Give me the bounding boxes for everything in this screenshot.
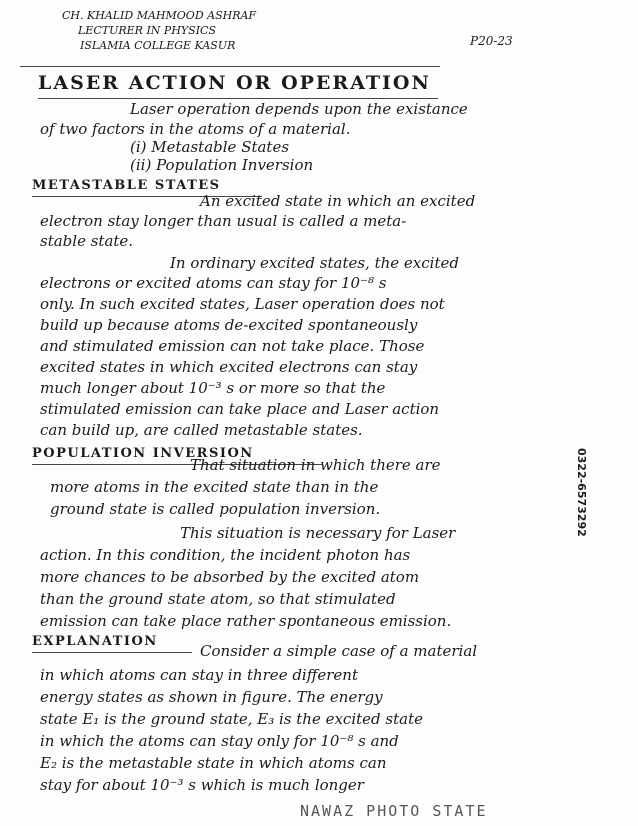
section-title-metastable: METASTABLE STATES: [32, 178, 221, 193]
section-title-explanation: EXPLANATION: [32, 634, 158, 649]
text-line: action. In this condition, the incident photon has: [40, 546, 411, 564]
header-author: CH. KHALID MAHMOOD ASHRAF: [62, 9, 257, 22]
list-item-population: (ii) Population Inversion: [130, 156, 314, 174]
header-role: LECTURER IN PHYSICS: [78, 24, 217, 37]
text-line: and stimulated emission can not take place. Those: [40, 337, 425, 355]
page-reference: P20-23: [470, 34, 513, 48]
text-line: An excited state in which an excited: [200, 192, 476, 210]
text-line: in which atoms can stay in three different: [40, 666, 358, 684]
header-college: ISLAMIA COLLEGE KASUR: [80, 39, 236, 52]
footer-stamp: NAWAZ PHOTO STATE: [300, 802, 488, 820]
text-line: Consider a simple case of a material: [200, 642, 478, 660]
text-line: more atoms in the excited state than in the: [50, 478, 379, 496]
phone-number: 0322-6573292: [575, 448, 588, 537]
text-line: of two factors in the atoms of a material.: [40, 120, 351, 138]
header-divider: [20, 66, 440, 67]
text-line: more chances to be absorbed by the excited atom: [40, 568, 420, 586]
section-title-laser-action: LASER ACTION OR OPERATION: [38, 72, 431, 94]
text-line: ground state is called population inversion.: [50, 500, 381, 518]
section-title-population-inversion: POPULATION INVERSION: [32, 446, 254, 461]
text-line: much longer about 10⁻³ s or more so that the: [40, 379, 386, 397]
side-margin-note: [570, 448, 618, 648]
text-line: That situation in which there are: [190, 456, 441, 474]
text-line: energy states as shown in figure. The energy: [40, 688, 383, 706]
text-line: stable state.: [40, 232, 134, 250]
text-line: electron stay longer than usual is called a meta-: [40, 212, 407, 230]
text-line: electrons or excited atoms can stay for 10⁻⁸ s: [40, 274, 387, 292]
section-title-underline: [38, 98, 438, 99]
text-line: build up because atoms de-excited spontaneously: [40, 316, 418, 334]
text-line: excited states in which excited electrons can stay: [40, 358, 418, 376]
section-title-underline: [32, 652, 192, 653]
text-line: emission can take place rather spontaneous emission.: [40, 612, 452, 630]
text-line: stimulated emission can take place and Laser action: [40, 400, 440, 418]
text-line: Laser operation depends upon the existance: [130, 100, 468, 118]
text-line: This situation is necessary for Laser: [180, 524, 456, 542]
text-line: In ordinary excited states, the excited: [170, 254, 459, 272]
text-line: than the ground state atom, so that stimulated: [40, 590, 396, 608]
text-line: can build up, are called metastable states.: [40, 421, 363, 439]
list-item-metastable: (i) Metastable States: [130, 138, 290, 156]
text-line: state E₁ is the ground state, E₃ is the excited state: [40, 710, 423, 728]
text-line: E₂ is the metastable state in which atoms can: [40, 754, 387, 772]
text-line: in which the atoms can stay only for 10⁻⁸ s and: [40, 732, 399, 750]
text-line: only. In such excited states, Laser operation does not: [40, 295, 445, 313]
text-line: stay for about 10⁻³ s which is much longer: [40, 776, 364, 794]
